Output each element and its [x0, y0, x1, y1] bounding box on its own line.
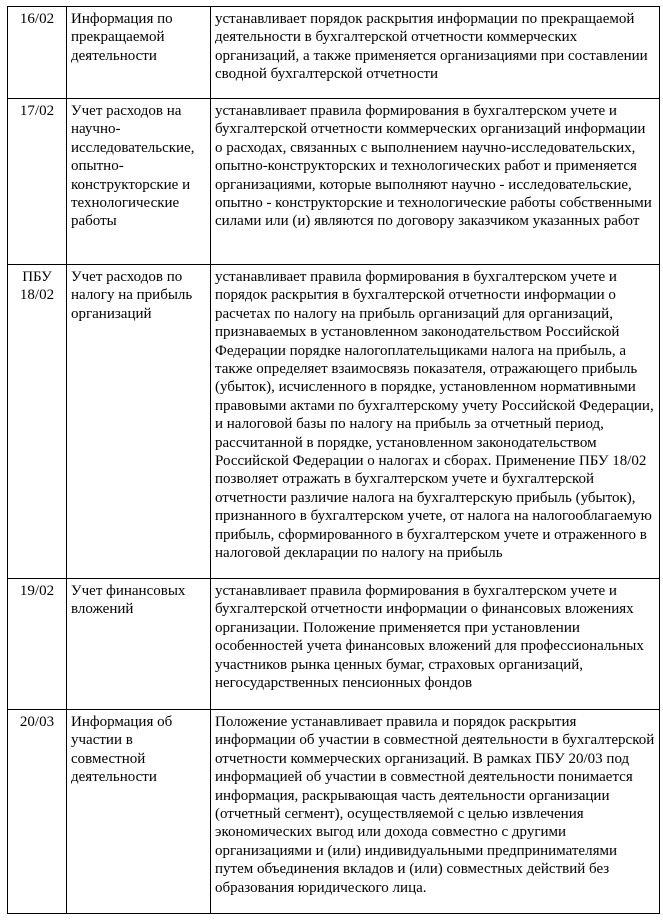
table-row	[8, 265, 660, 579]
table-row	[8, 99, 660, 265]
standard-name: Учет финансовых вложений	[67, 579, 211, 710]
standard-description: устанавливает правила формирования в бухгалтерском учете и бухгалтерской отчетности коммерческих организаций информации о расходах, связанных с выполнением научно-исследовательских, опытно-конструкторских и технологических работ и применяется организациями, которые выполняют научно - исследовательские, опытно - конструкторские и технологические работы собственными силами или (и) являются по договору заказчиком указанных работ	[211, 99, 660, 265]
standard-description: Положение устанавливает правила и порядок раскрытия информации об участии в совместной деятельности в бухгалтерской отчетности коммерческих организаций. В рамках ПБУ 20/03 под информацией об участии в совместной деятельности понимается информация, раскрывающая часть деятельности организации (отчетный сегмент), осуществляемой с целью извлечения экономических выгод или дохода совместно с другими организациями и (или) индивидуальными предпринимателями путем объединения вкладов и (или) совместных действий без образования юридического лица.	[211, 710, 660, 914]
standard-description: устанавливает правила формирования в бухгалтерском учете и бухгалтерской отчетности информации о финансовых вложениях организации. Положение применяется при установлении особенностей учета финансовых вложений для профессиональных участников рынка ценных бумаг, страховых организаций, негосударственных пенсионных фондов	[211, 579, 660, 710]
standard-code: ПБУ 18/02	[8, 265, 67, 579]
standard-code: 17/02	[8, 99, 67, 265]
standard-name: Информация по прекращаемой деятельности	[67, 7, 211, 99]
standard-description: устанавливает порядок раскрытия информации по прекращаемой деятельности в бухгалтерской отчетности коммерческих организаций, а также применяется организациями при составлении сводной бухгалтерской отчетности	[211, 7, 660, 99]
table-row	[8, 579, 660, 710]
standard-code: 16/02	[8, 7, 67, 99]
standard-name: Учет расходов на научно-исследовательские, опытно-конструкторские и технологические работы	[67, 99, 211, 265]
standard-name: Информация об участии в совместной деятельности	[67, 710, 211, 914]
standard-description: устанавливает правила формирования в бухгалтерском учете и порядок раскрытия в бухгалтерской отчетности информации о расчетах по налогу на прибыль организаций для организаций, признаваемых в установленном законодательством Российской Федерации порядке налогоплательщиками налога на прибыль, а также определяет взаимосвязь показателя, отражающего прибыль (убыток), исчисленного в порядке, установленном нормативными правовыми актами по бухгалтерскому учету Российской Федерации, и налоговой базы по налогу на прибыль за отчетный период, рассчитанной в порядке, установленном законодательством Российской Федерации о налогах и сборах. Применение ПБУ 18/02 позволяет отражать в бухгалтерском учете и бухгалтерской отчетности различие налога на бухгалтерскую прибыль (убыток), признанного в бухгалтерском учете, от налога на налогооблагаемую прибыль, сформированного в бухгалтерском учете и отраженного в налоговой декларации по налогу на прибыль	[211, 265, 660, 579]
table-row	[8, 7, 660, 99]
pbu-standards-table	[7, 6, 660, 914]
table-row	[8, 710, 660, 914]
standard-code: 20/03	[8, 710, 67, 914]
standard-code: 19/02	[8, 579, 67, 710]
standard-name: Учет расходов по налогу на прибыль организаций	[67, 265, 211, 579]
